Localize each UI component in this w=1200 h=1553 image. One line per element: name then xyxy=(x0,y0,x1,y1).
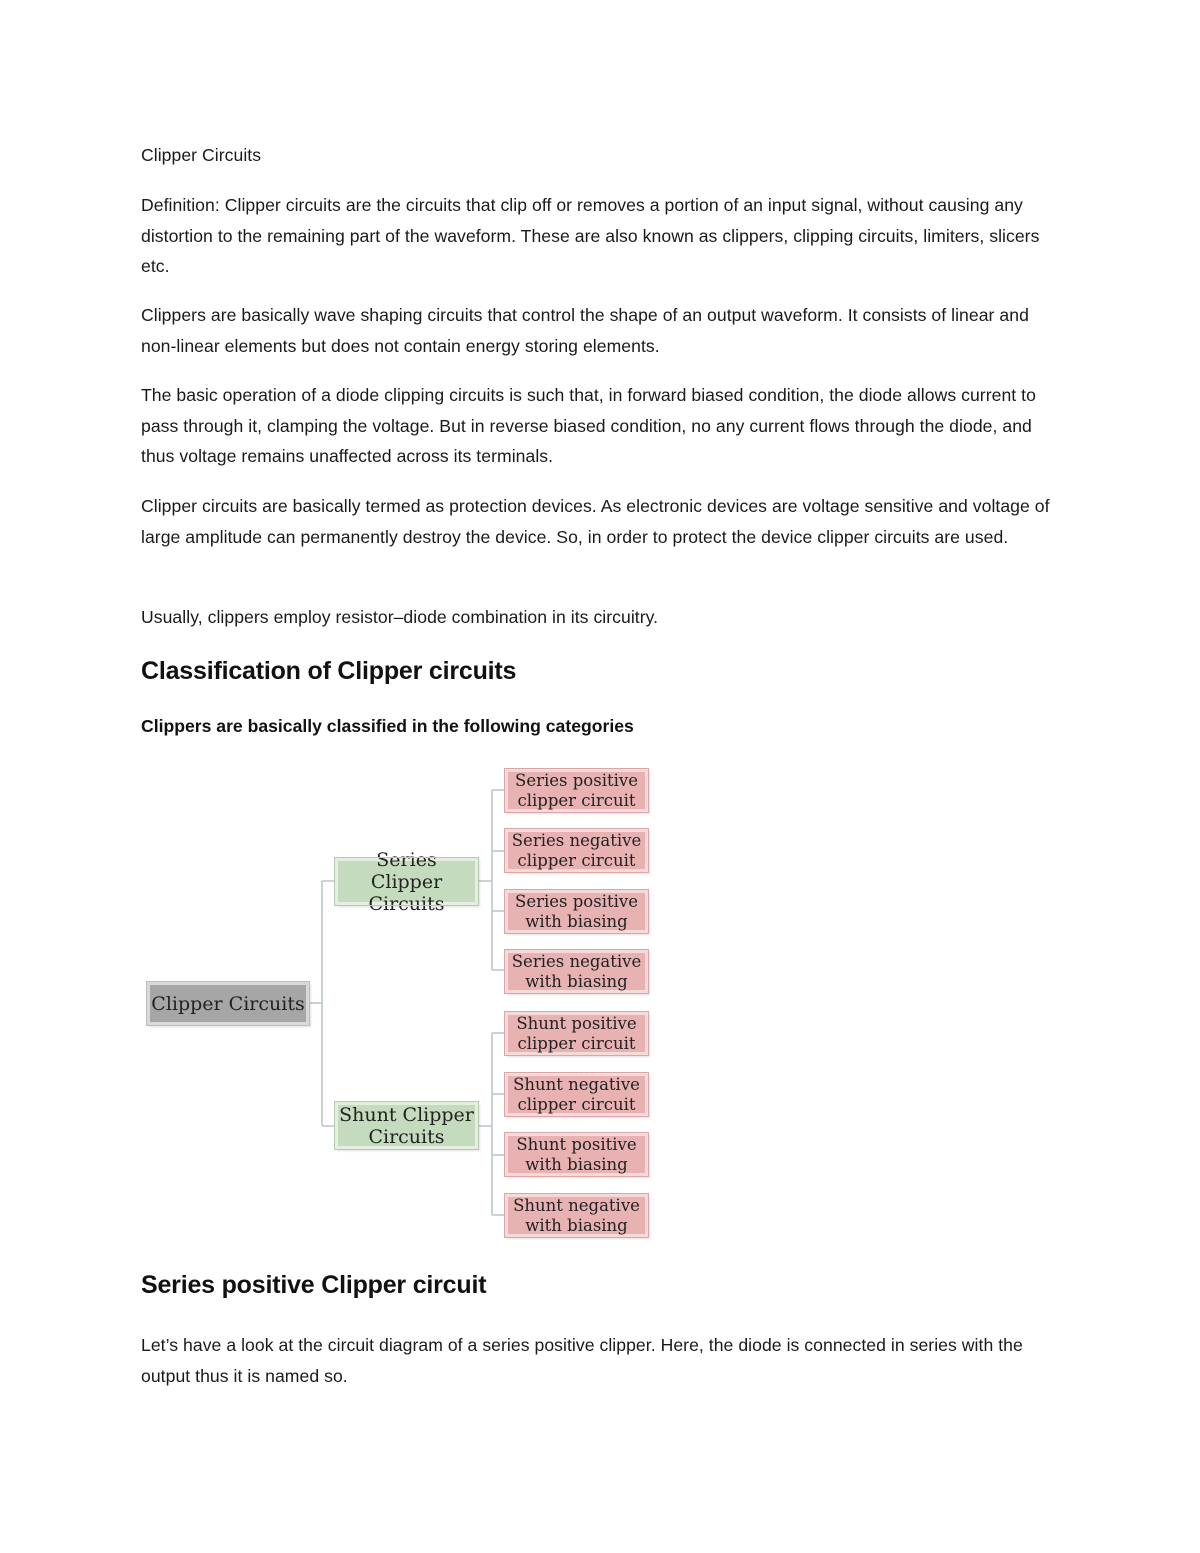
leaf-line-1: Series negative xyxy=(511,830,642,850)
leaf-series-negative xyxy=(505,829,648,872)
leaf-line-1: Shunt negative xyxy=(513,1195,640,1215)
leaf-line-2: with biasing xyxy=(525,971,628,991)
paragraph-basic-operation: The basic operation of a diode clipping circuits is such that, in forward biased condition, the diode allows current to pass through it, clamping the voltage. But in reverse biased condition, no any current flows through the diode, and thus voltage remains unaffected across its terminals. xyxy=(141,385,1036,466)
leaf-line-2: clipper circuit xyxy=(517,1094,636,1114)
leaf-line-1: Shunt positive xyxy=(516,1134,637,1154)
series-positive-heading: Series positive Clipper circuit xyxy=(141,1271,487,1299)
leaf-line-2: with biasing xyxy=(525,911,628,931)
node-shunt-clipper xyxy=(335,1102,478,1149)
node-shunt-line-1: Shunt Clipper xyxy=(339,1103,474,1126)
leaf-line-2: clipper circuit xyxy=(517,1033,636,1053)
leaf-series-positive xyxy=(505,769,648,812)
leaf-line-2: with biasing xyxy=(525,1154,628,1174)
leaf-line-1: Series negative xyxy=(511,951,642,971)
leaf-series-positive-biasing xyxy=(505,890,648,933)
classification-heading: Classification of Clipper circuits xyxy=(141,657,517,685)
leaf-line-2: clipper circuit xyxy=(517,850,636,870)
leaf-line-1: Shunt positive xyxy=(516,1013,637,1033)
leaf-shunt-positive xyxy=(505,1012,648,1055)
paragraph-resistor-diode: Usually, clippers employ resistor–diode combination in its circuitry. xyxy=(141,607,659,627)
leaf-line-1: Shunt negative xyxy=(513,1074,640,1094)
classification-subheading: Clippers are basically classified in the following categories xyxy=(141,716,634,736)
leaf-line-1: Series positive xyxy=(515,891,638,911)
leaf-line-1: Series positive xyxy=(515,770,638,790)
node-shunt-line-2: Circuits xyxy=(368,1125,445,1148)
leaf-shunt-positive-biasing xyxy=(505,1133,648,1176)
document-title: Clipper Circuits xyxy=(141,145,262,165)
leaf-shunt-negative-biasing xyxy=(505,1194,648,1237)
node-series-clipper xyxy=(335,848,478,915)
node-series-line-2: Circuits xyxy=(368,892,445,915)
paragraph-wave-shaping: Clippers are basically wave shaping circuits that control the shape of an output waveform. It consists of linear and non-linear elements but does not contain energy storing elements. xyxy=(141,305,1029,356)
leaf-shunt-negative xyxy=(505,1073,648,1116)
paragraph-protection: Clipper circuits are basically termed as protection devices. As electronic devices are voltage sensitive and voltage of large amplitude can permanently destroy the device. So, in order to protect the device clipper circuits are used. xyxy=(141,496,1050,547)
node-series-line-1: Series Clipper xyxy=(370,848,443,893)
paragraph-definition: Definition: Clipper circuits are the circuits that clip off or removes a portion of an input signal, without causing any distortion to the remaining part of the waveform. These are also known as clippers, clipping circuits, limiters, slicers etc. xyxy=(141,195,1040,276)
leaf-series-negative-biasing xyxy=(505,950,648,993)
paragraph-series-positive: Let’s have a look at the circuit diagram of a series positive clipper. Here, the diode is connected in series with the output thus it is named so. xyxy=(141,1335,1023,1386)
leaf-line-2: with biasing xyxy=(525,1215,628,1235)
node-root-label: Clipper Circuits xyxy=(151,992,305,1015)
node-root xyxy=(147,982,309,1025)
leaf-line-2: clipper circuit xyxy=(517,790,636,810)
